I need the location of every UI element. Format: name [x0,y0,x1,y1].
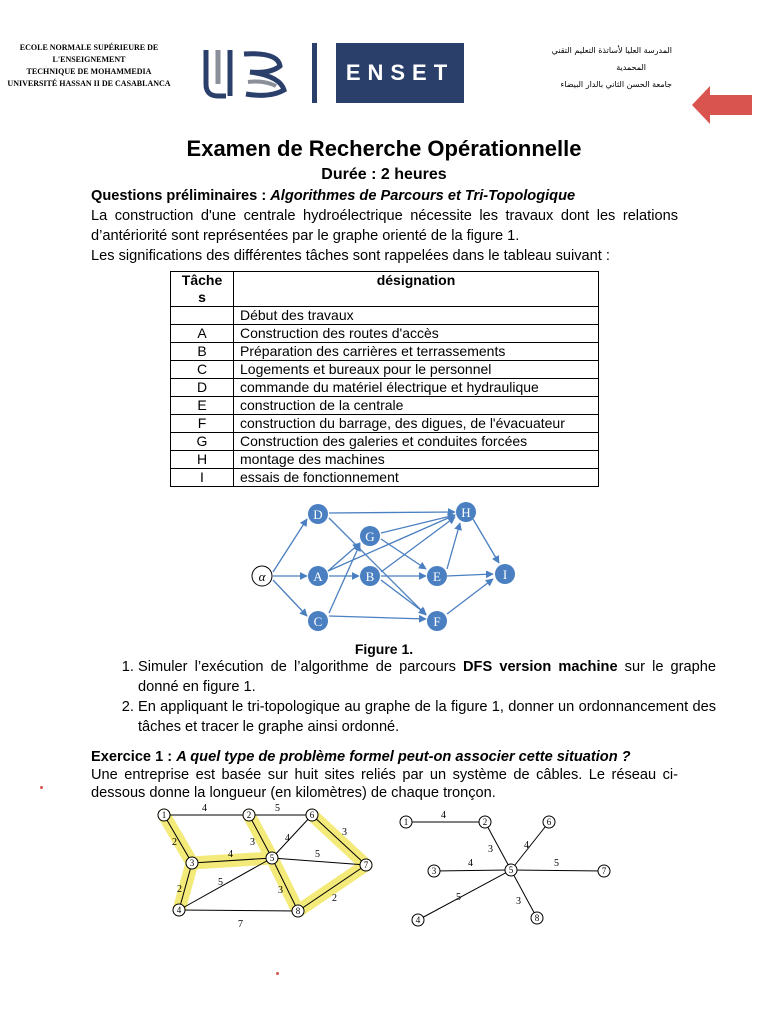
table-row: B Préparation des carrières et terrassements [171,343,599,361]
node-label: A [313,569,323,584]
edge [447,579,493,614]
edge [328,515,455,571]
logo-divider [312,43,317,103]
school-line: UNIVERSITÉ HASSAN II DE CASABLANCA [7,79,171,88]
arabic-line: المدرسة العليا لأساتذة التعليم التقني [551,46,672,55]
node-label: C [313,614,323,629]
edge [329,544,360,613]
node-label: B [365,569,375,584]
svg-text:4: 4 [202,803,207,814]
edge [447,523,460,569]
table-row: G Construction des galeries et conduites forcées [171,433,599,451]
edge [447,574,493,576]
svg-text:2: 2 [172,837,177,848]
school-line: L'ENSEIGNEMENT [52,55,126,64]
svg-text:4: 4 [228,849,233,860]
table-row: E construction de la centrale [171,397,599,415]
edge [329,616,426,619]
svg-text:4: 4 [285,833,290,844]
svg-text:5: 5 [218,877,223,888]
node-label: H [461,505,471,520]
svg-text:6: 6 [309,810,315,820]
tasks-table [170,271,599,487]
table-row: C Logements et bureaux pour le personnel [171,361,599,379]
network-graph-left [150,803,385,933]
svg-text:8: 8 [534,913,540,923]
designation-col-header: désignation [234,272,599,307]
network-graph-right [396,808,616,932]
red-dot [276,972,279,975]
university-logo [200,44,292,102]
arabic-school-name [520,42,672,93]
table-row: Début des travaux [171,307,599,325]
svg-text:7: 7 [601,866,607,876]
edge [273,519,307,572]
table-header-row [171,272,599,307]
node-label: E [433,569,441,584]
table-row: H montage des machines [171,451,599,469]
school-line: TECHNIQUE DE MOHAMMEDIA [26,67,152,76]
svg-text:4: 4 [468,858,473,869]
svg-text:3: 3 [250,837,255,848]
graph-nodes [252,502,515,631]
task-col-header: Tâche s [171,272,234,307]
arabic-line: المحمدية [616,63,646,72]
svg-text:5: 5 [554,858,559,869]
edge [381,515,455,533]
svg-text:3: 3 [516,896,521,907]
page-title: Examen de Recherche Opérationnelle [186,136,582,161]
edge [381,580,426,614]
page-marker: 7 [720,114,724,123]
svg-text:5: 5 [315,849,320,860]
svg-text:8: 8 [295,906,301,916]
svg-text:3: 3 [431,866,437,876]
svg-text:3: 3 [278,885,283,896]
edge [329,512,455,513]
node-label: α [258,569,266,584]
question-2: 2. En appliquant le tri-topologique au graphe de la figure 1, donner un ordonnancement des tâches et tracer le graphe ainsi ordonné. [138,697,716,737]
figure-1-graph [240,497,530,637]
arabic-line: جامعة الحسن الثاني بالدار البيضاء [560,80,672,89]
svg-text:1: 1 [403,817,409,827]
exercise-1-text: Une entreprise est basée sur huit sites reliés par un système de câbles. Le réseau ci-dessous donne la longueur (en kilomètres) de chaque tronçon. [91,767,678,801]
node-label: I [502,567,508,582]
exam-duration: Durée : 2 heures [321,166,447,183]
svg-text:5: 5 [269,853,275,863]
node-label: G [365,529,375,544]
prelim-paragraph-2: Les significations des différentes tâches sont rappelées dans le tableau suivant : [91,248,610,264]
school-name [4,42,174,90]
table-row: F construction du barrage, des digues, de l'évacuateur [171,415,599,433]
svg-text:7: 7 [363,860,369,870]
svg-text:4: 4 [441,810,446,821]
svg-text:2: 2 [246,810,252,820]
svg-text:3: 3 [488,844,493,855]
prelim-heading [91,186,678,206]
svg-text:4: 4 [176,905,182,915]
node-label: D [313,507,323,522]
prelim-paragraph-1: La construction d'une centrale hydroélectrique nécessite les travaux dont les relations d’antériorité sont représentées par le graphe orienté de la figure 1. [91,208,678,244]
svg-text:4: 4 [415,915,421,925]
svg-text:1: 1 [161,810,167,820]
question-1: 1. Simuler l’exécution de l’algorithme de parcours DFS version machine sur le graphe donné en figure 1. [138,657,716,697]
svg-text:3: 3 [342,827,347,838]
prelim-heading-topic: Algorithmes de Parcours et Tri-Topologique [270,188,576,204]
svg-text:2: 2 [332,893,337,904]
svg-text:5: 5 [508,865,514,875]
figure-caption: Figure 1. [354,641,414,657]
svg-text:3: 3 [189,858,195,868]
enset-logo: ENSET [336,43,464,103]
table-row: I essais de fonctionnement [171,469,599,487]
svg-text:6: 6 [546,817,552,827]
node-label: F [433,614,441,629]
questions-list [100,657,716,737]
svg-text:5: 5 [456,892,461,903]
table-row: A Construction des routes d'accès [171,325,599,343]
svg-text:7: 7 [238,919,243,930]
svg-text:2: 2 [177,884,182,895]
tree-weights [441,810,559,907]
table-row: D commande du matériel électrique et hydraulique [171,379,599,397]
prelim-heading-label: Questions préliminaires : [91,188,271,204]
edge [473,519,499,563]
svg-text:4: 4 [524,840,529,851]
edge [328,543,360,571]
graph-edges [273,512,499,619]
edge [273,580,307,616]
school-line: ECOLE NORMALE SUPÉRIEURE DE [19,43,159,52]
exercise-1-heading: Exercice 1 : A quel type de problème formel peut-on associer cette situation ? [91,749,631,765]
red-dot [40,786,43,789]
svg-text:5: 5 [275,803,280,814]
svg-text:2: 2 [482,817,488,827]
back-arrow-icon[interactable] [692,86,754,124]
